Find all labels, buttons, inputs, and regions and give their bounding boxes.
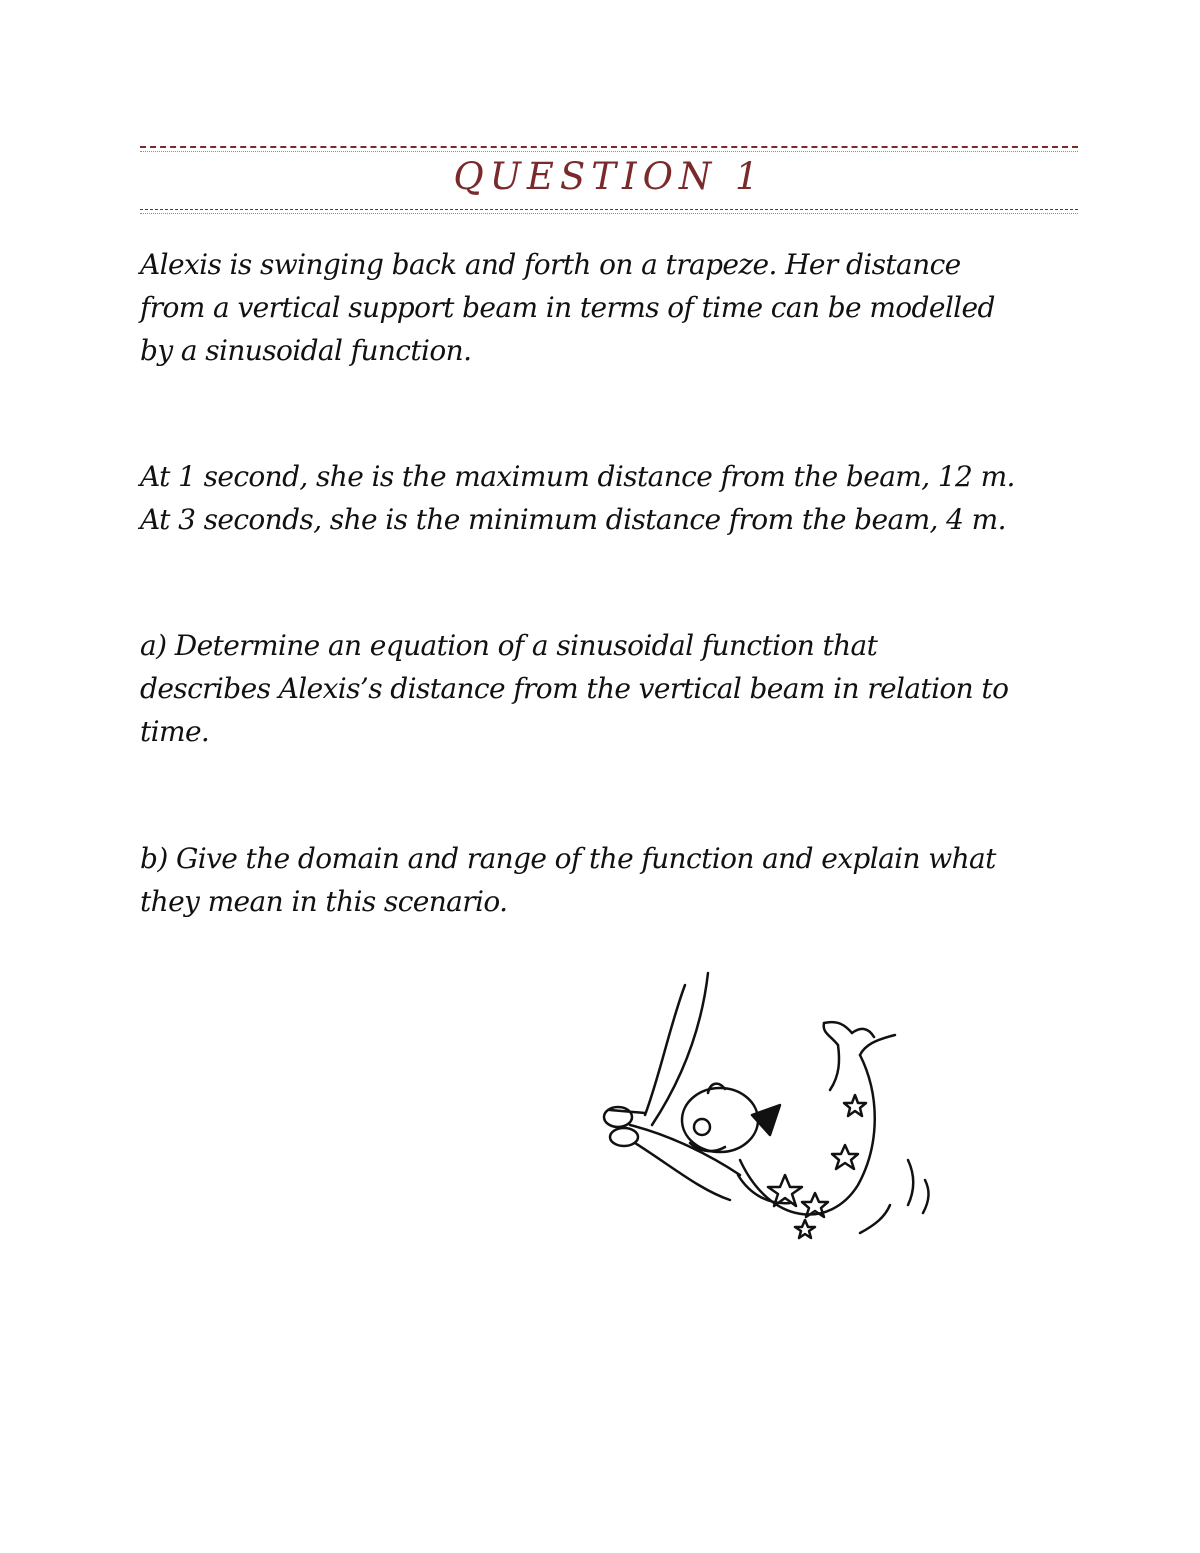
part-a-line: a) Determine an equation of a sinusoidal function that: [140, 629, 878, 662]
part-b-line: they mean in this scenario.: [140, 885, 508, 918]
part-a-paragraph: [140, 624, 1090, 753]
intro-line: by a sinusoidal function.: [140, 334, 472, 367]
header-rule-top: [140, 146, 1078, 148]
intro-line: from a vertical support beam in terms of time can be modelled: [140, 291, 995, 324]
intro-paragraph: [140, 243, 1090, 372]
part-b-line: b) Give the domain and range of the function and explain what: [140, 842, 996, 875]
part-a-line: describes Alexis’s distance from the vertical beam in relation to: [140, 672, 1009, 705]
data-line: At 1 second, she is the maximum distance from the beam, 12 m.: [140, 460, 1015, 493]
part-b-paragraph: [140, 837, 1090, 923]
data-paragraph: [140, 455, 1090, 541]
data-line: At 3 seconds, she is the minimum distance from the beam, 4 m.: [140, 503, 1006, 536]
part-a-line: time.: [140, 715, 210, 748]
question-title: QUESTION 1: [453, 155, 765, 198]
trapeze-artist-icon: [590, 965, 950, 1245]
header-rule-bottom: [140, 209, 1078, 210]
header-rule-bottom-thin: [140, 213, 1078, 214]
intro-line: Alexis is swinging back and forth on a trapeze. Her distance: [140, 248, 961, 281]
